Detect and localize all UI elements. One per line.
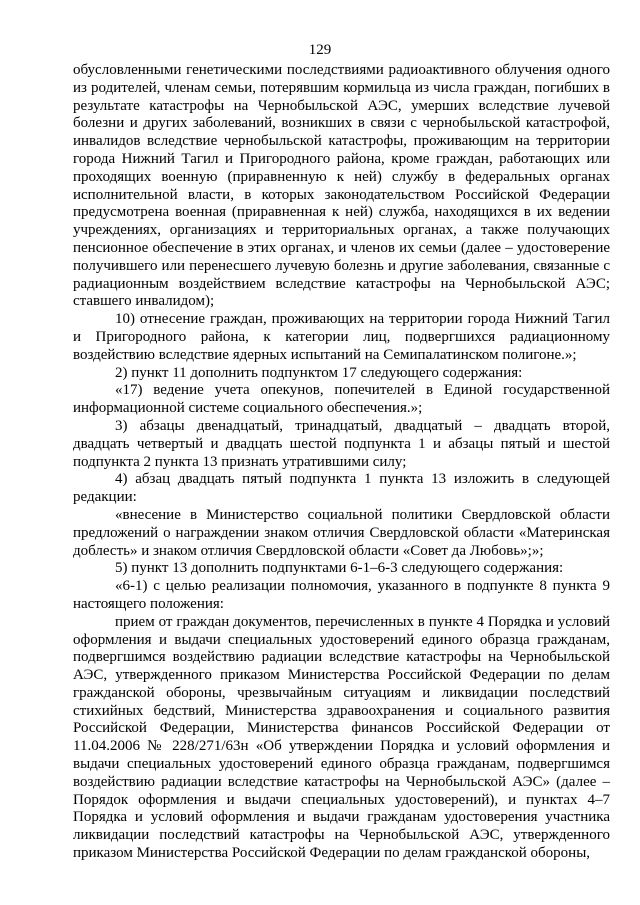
paragraph-subitem-6-1: «6-1) с целью реализации полномочия, указанного в подпункте 8 пункта 9 настоящего положения: xyxy=(73,578,610,612)
paragraph-amendment-3: 3) абзацы двенадцатый, тринадцатый, двадцатый – двадцать второй, двадцать четвертый и двадцать шестой подпункта 1 и абзацы пятый и шестой подпункта 2 пункта 13 признать утратившими силу; xyxy=(73,417,610,470)
paragraph-amendment-5: 5) пункт 13 дополнить подпунктами 6-1–6-3 следующего содержания: xyxy=(115,560,564,577)
paragraph-amendment-4: 4) абзац двадцать пятый подпункта 1 пункта 13 изложить в следующей редакции: xyxy=(73,471,610,506)
paragraph-amendment-2: 2) пункт 11 дополнить подпунктом 17 следующего содержания: xyxy=(115,364,523,381)
paragraph-quoted-text: «внесение в Министерство социальной политики Свердловской области предложений о награждении знаком отличия Свердловской области «Материнская доблесть» и знаком отличия Свердловской области «Совет да Любовь»;»; xyxy=(73,506,610,559)
paragraph-document-intake: прием от граждан документов, перечисленных в пункте 4 Порядка и условий оформления и выдачи специальных удостоверений единого образца гражданам, подвергшимся воздействию радиации вследствие катастрофы на Чернобыльской АЭС, утвержденного приказом Министерства Российской Федерации по делам гражданской обороны, чрезвычайным ситуациям и ликвидации последствий стихийных бедствий, Министерства здравоохранения и социального развития Российской Федерации, Министерства финансов Российской Федерации от 11.04.2006 № 228/271/63н «Об утверждении Порядка и условий оформления и выдачи специальных удостоверений единого образца гражданам, подвергшимся воздействию радиации вследствие катастрофы на Чернобыльской АЭС» (далее – Порядок оформления и выдачи специальных удостоверений), и пунктах 4–7 Порядка и условий оформления и выдачи гражданам удостоверения участника ликвидации последствий катастрофы на Чернобыльской АЭС, утвержденного приказом Министерства Российской Федерации по делам гражданской обороны, xyxy=(73,613,610,862)
document-body xyxy=(73,62,610,863)
paragraph-item-10: 10) отнесение граждан, проживающих на территории города Нижний Тагил и Пригородного района, к категории лиц, подвергшихся радиационному воздействию вследствие ядерных испытаний на Семипалатинском полигоне.»; xyxy=(73,311,610,363)
paragraph-subitem-17: «17) ведение учета опекунов, попечителей в Единой государственной информационной системе социального обеспечения.»; xyxy=(73,382,610,417)
paragraph-continuation: обусловленными генетическими последствиями радиоактивного облучения одного из родителей, членам семьи, потерявшим кормильца из числа граждан, погибших в результате катастрофы на Чернобыльской АЭС, умерших вследствие лучевой болезни и других заболеваний, возникших в связи с чернобыльской катастрофой, инвалидов вследствие чернобыльской катастрофы, проживающим на территории города Нижний Тагил и Пригородного района, кроме граждан, работающих или проходящих военную (приравненную к ней) службу в федеральных органах исполнительной власти, в которых законодательством Российской Федерации предусмотрена военная (приравненная к ней) служба, находящихся в их ведении учреждениях, организациях и территориальных органах, а также получающих пенсионное обеспечение в этих органах, и членов их семьи (далее – удостоверение получившего или перенесшего лучевую болезнь и другие заболевания, связанные с радиационным воздействием вследствие катастрофы на Чернобыльской АЭС; ставшего инвалидом); xyxy=(73,62,610,310)
page-number: 129 xyxy=(308,42,332,58)
